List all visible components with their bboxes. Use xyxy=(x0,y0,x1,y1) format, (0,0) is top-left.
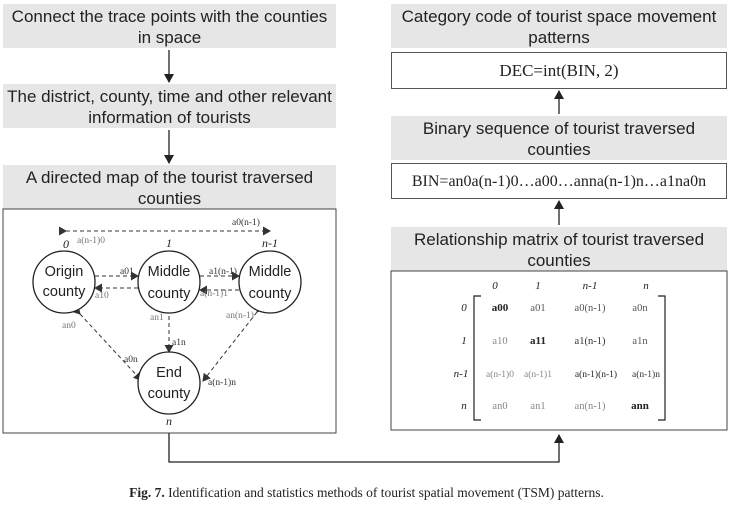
node-origin-line2: county xyxy=(42,284,86,300)
matrix-cell: a10 xyxy=(492,336,508,347)
matrix-cell: a11 xyxy=(530,335,546,347)
edge-label-a1n: a1n xyxy=(172,338,186,348)
node-middlen1-line2: county xyxy=(248,286,292,302)
matrix-cell: a01 xyxy=(530,303,546,314)
figure-caption-text: Identification and statistics methods of tourist spatial movement (TSM) patterns. xyxy=(168,485,604,500)
figure-caption xyxy=(0,485,733,501)
matrix-cell: an0 xyxy=(492,401,508,412)
node-end-line2: county xyxy=(147,386,191,402)
edge-label-a0n: a0n xyxy=(124,355,138,365)
node-middle1-line1: Middle xyxy=(147,264,191,280)
node-index-0: 0 xyxy=(63,237,69,251)
matrix-cell: an(n-1) xyxy=(574,401,606,412)
node-middle-county-1 xyxy=(138,251,200,313)
matrix-cell: a0(n-1) xyxy=(574,303,606,314)
node-middlen1-line1: Middle xyxy=(248,264,292,280)
node-end-county xyxy=(138,352,200,414)
step-tourist-info-text: The district, county, time and other relevant information of tourists xyxy=(7,87,332,127)
node-index-n-1: n-1 xyxy=(262,236,278,250)
bin-formula: BIN=an0a(n-1)0…a00…anna(n-1)n…a1na0n xyxy=(411,173,707,190)
matrix-row-header: 1 xyxy=(461,335,467,347)
edge-label-a1n-1: a1(n-1) xyxy=(209,267,237,277)
matrix-row-header: n xyxy=(461,400,467,412)
matrix-col-header: 1 xyxy=(535,280,541,292)
step-directed-map-text: A directed map of the tourist traversed counties xyxy=(25,168,314,208)
matrix-col-header: n xyxy=(643,280,649,292)
matrix-cell: a(n-1)1 xyxy=(524,370,552,380)
edge-label-ann-1: an(n-1) xyxy=(226,311,254,321)
figure-label: Fig. 7. xyxy=(129,485,165,500)
matrix-cell: a(n-1)n xyxy=(632,370,660,380)
node-end-line1: End xyxy=(156,365,182,381)
edge-label-an1: an1 xyxy=(150,313,164,323)
node-index-n: n xyxy=(166,414,172,428)
edge-label-an-10: a(n-1)0 xyxy=(77,236,105,246)
matrix-panel xyxy=(391,271,727,430)
matrix-cell: a(n-1)0 xyxy=(486,370,514,380)
node-index-1: 1 xyxy=(166,236,172,250)
edge-label-a10: a10 xyxy=(95,291,109,301)
step-relationship-matrix-text: Relationship matrix of tourist traversed counties xyxy=(413,230,705,270)
matrix-cell: ann xyxy=(631,400,649,412)
edge-label-a01: a01 xyxy=(120,267,134,277)
dec-formula: DEC=int(BIN, 2) xyxy=(499,61,619,80)
matrix-col-header: n-1 xyxy=(582,280,598,292)
node-origin-county xyxy=(33,251,95,313)
edge-label-a0n-1: a0(n-1) xyxy=(232,218,260,228)
matrix-row-header: 0 xyxy=(461,302,467,314)
matrix-cell: an1 xyxy=(530,401,546,412)
node-middle1-line2: county xyxy=(147,286,191,302)
matrix-cell: a00 xyxy=(491,302,509,314)
arrow-map-to-matrix xyxy=(169,433,559,462)
matrix-col-header: 0 xyxy=(492,280,498,292)
node-origin-line1: Origin xyxy=(44,264,84,280)
step-binary-sequence-text: Binary sequence of tourist traversed counties xyxy=(422,119,696,159)
node-middle-county-n-1 xyxy=(239,251,301,313)
edge-label-an0: an0 xyxy=(62,321,76,331)
matrix-cell: a1n xyxy=(632,336,648,347)
matrix-row-header: n-1 xyxy=(453,368,469,380)
matrix-cell: a(n-1)(n-1) xyxy=(574,370,618,380)
matrix-cell: a0n xyxy=(632,303,648,314)
matrix-cell: a1(n-1) xyxy=(574,336,606,347)
step-connect-trace-points-text: Connect the trace points with the counties in space xyxy=(11,7,328,47)
step-category-code-text: Category code of tourist space movement patterns xyxy=(401,7,717,47)
edge-label-an-11: a(n-1)1 xyxy=(200,289,228,299)
edge-label-an-1n: a(n-1)n xyxy=(208,378,236,388)
